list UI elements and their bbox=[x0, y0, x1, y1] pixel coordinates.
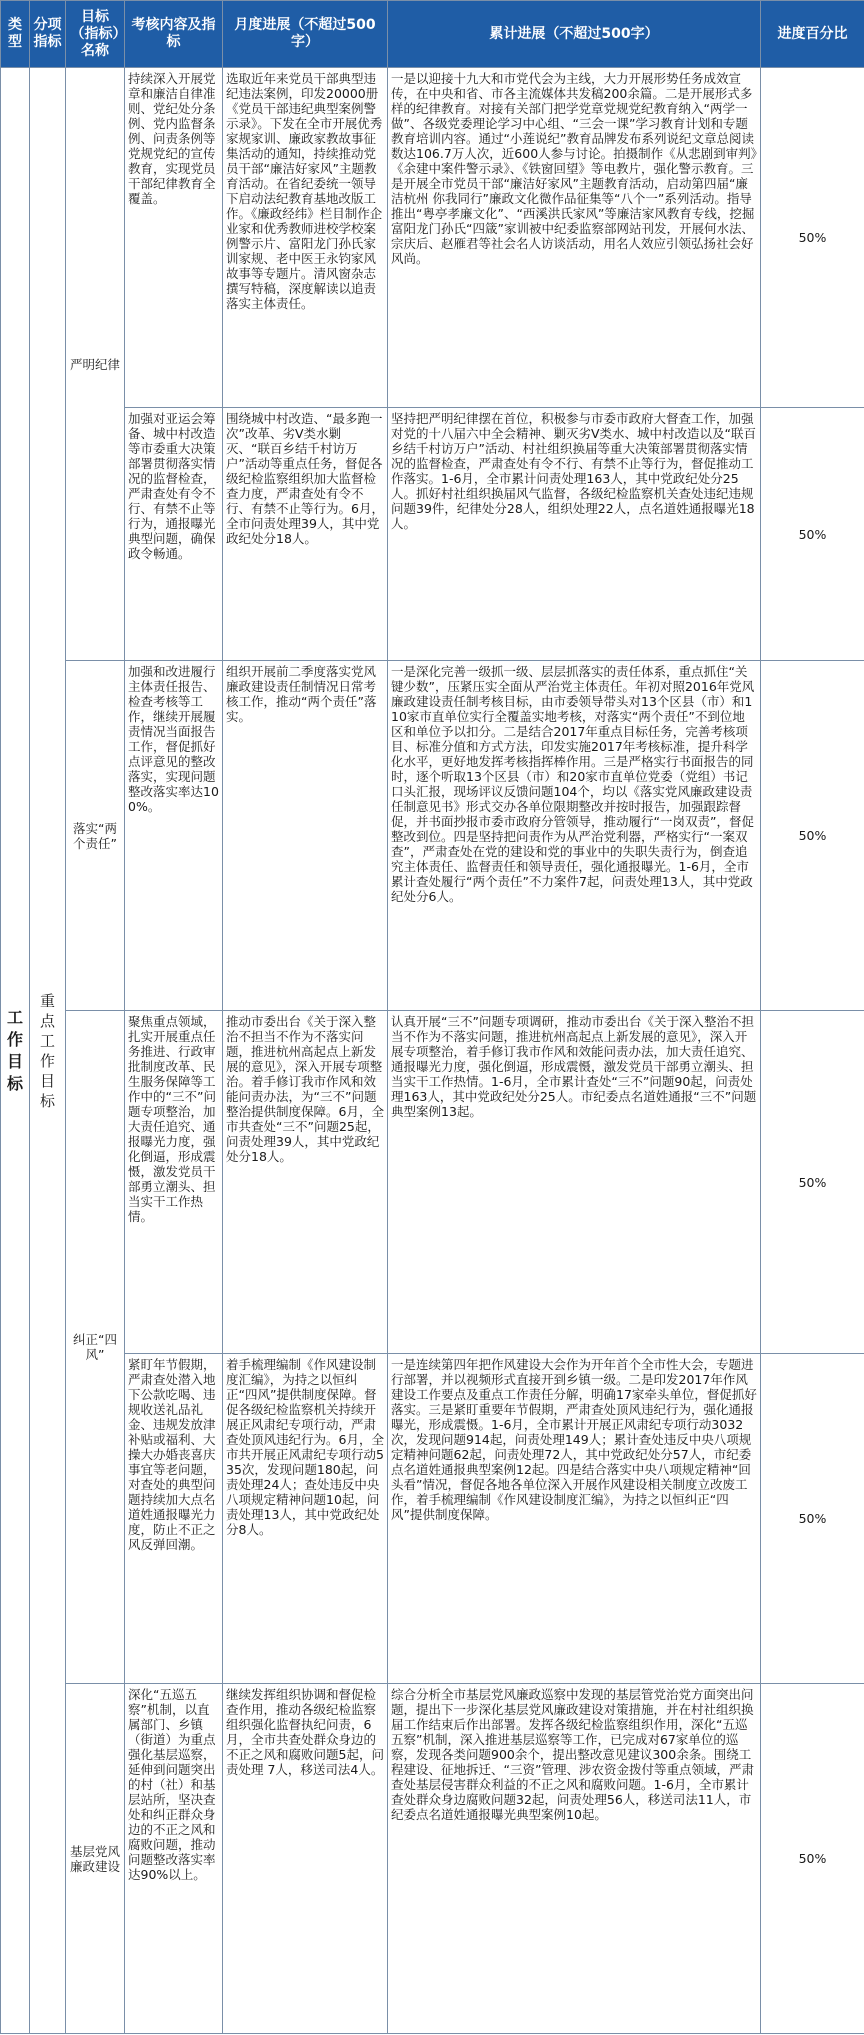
assessment-content: 持续深入开展党章和廉洁自律准则、党纪处分条例、党内监督条例、问责条例等党规党纪的宣传教育，实现党员干部纪律教育全覆盖。 bbox=[125, 68, 223, 408]
monthly-progress: 组织开展前二季度落实党风廉政建设责任制情况日常考核工作，推动“两个责任”落实。 bbox=[223, 661, 388, 1011]
assessment-content: 加强对亚运会筹备、城中村改造等市委重大决策部署贯彻落实情况的监督检查，严肃查处有令不行、有禁不止等行为，通报曝光典型问题，确保政令畅通。 bbox=[125, 408, 223, 661]
header-content: 考核内容及指标 bbox=[125, 1, 223, 68]
monthly-progress: 着手梳理编制《作风建设制度汇编》，为持之以恒纠正“四风”提供制度保障。督促各级纪检监察机关持续开展正风肃纪专项行动，严肃查处顶风违纪行为。6月，全市共开展正风肃纪专项行动535次，发现问题180起，问责处理24人；查处违反中央八项规定精神问题10起，问责处理13人，其中党政纪处分8人。 bbox=[223, 1354, 388, 1684]
monthly-progress: 选取近年来党员干部典型违纪违法案例，印发20000册《党员干部违纪典型案例警示录》。下发在全市开展优秀家规家训、廉政家教故事征集活动的通知，持续推动党员干部“廉洁好家风”主题教育活动。在省纪委统一领导下启动法纪教育基地改版工作。《廉政经纬》栏目制作企业家和优秀教师进校学校案例警示片、富阳龙门孙氏家训家规、老中医王永钧家风故事等专题片。清风窗杂志撰写特稿，深度解读以追责落实主体责任。 bbox=[223, 68, 388, 408]
target-name: 严明纪律 bbox=[66, 68, 125, 661]
table-row bbox=[1, 408, 864, 661]
table-row bbox=[1, 1354, 864, 1684]
monthly-progress: 推动市委出台《关于深入整治不担当不作为不落实问题，推进杭州高起点上新发展的意见》，深入开展专项整治。着手修订我市作风和效能问责办法，为“三不”问题整治提供制度保障。6月，全市共查处“三不”问题25起，问责处理39人，其中党政纪处分18人。 bbox=[223, 1011, 388, 1354]
header-target: 目标（指标）名称 bbox=[66, 1, 125, 68]
progress-percent: 50% bbox=[761, 68, 864, 408]
table-row bbox=[1, 68, 864, 408]
cumulative-progress: 认真开展“三不”问题专项调研，推动市委出台《关于深入整治不担当不作为不落实问题，推进杭州高起点上新发展的意见》，深入开展专项整治，着手修订我市作风和效能问责办法，加大责任追究、通报曝光力度，强化倒逼，形成震慑，激发党员干部勇立潮头、担当实干工作热情。1-6月，全市累计查处“三不”问题90起，问责处理163人，其中党政纪处分25人。市纪委点名道姓通报“三不”问题典型案例13起。 bbox=[388, 1011, 761, 1354]
category-cell: 重点工作目标 bbox=[30, 68, 66, 2034]
header-row bbox=[1, 1, 864, 68]
assessment-content: 聚焦重点领域，扎实开展重点任务推进、行政审批制度改革、民生服务保障等工作中的“三不”问题专项整治，加大责任追究、通报曝光力度，强化倒逼，形成震慑，激发党员干部勇立潮头、担当实干工作热情。 bbox=[125, 1011, 223, 1354]
table-row bbox=[1, 1011, 864, 1354]
header-category: 分项指标 bbox=[30, 1, 66, 68]
assessment-content: 加强和改进履行主体责任报告、检查考核等工作，继续开展履责情况当面报告工作，督促抓好点评意见的整改落实，实现问题整改落实率达100%。 bbox=[125, 661, 223, 1011]
progress-percent: 50% bbox=[761, 661, 864, 1011]
assessment-content: 深化“五巡五察”机制，以直属部门、乡镇（街道）为重点强化基层巡察，延伸到问题突出的村（社）和基层站所，坚决查处和纠正群众身边的不正之风和腐败问题，推动问题整改落实率达90%以上。 bbox=[125, 1684, 223, 2034]
header-cumulative: 累计进展（不超过500字） bbox=[388, 1, 761, 68]
header-monthly: 月度进展（不超过500字） bbox=[223, 1, 388, 68]
cumulative-progress: 坚持把严明纪律摆在首位，积极参与市委市政府大督查工作，加强对党的十八届六中全会精神、剿灭劣V类水、城中村改造以及“联百乡结千村访万户”活动、村社组织换届等重大决策部署贯彻落实情况的监督检查，严肃查处有令不行、有禁不止等行为，督促推动工作落实。1-6月，全市累计问责处理163人，其中党政纪处分25人。抓好村社组织换届风气监督，各级纪检监察机关查处违纪违规问题39件，纪律处分28人，组织处理22人，点名道姓通报曝光18人。 bbox=[388, 408, 761, 661]
target-name: 落实“两个责任” bbox=[66, 661, 125, 1011]
monthly-progress: 继续发挥组织协调和督促检查作用，推动各级纪检监察组织强化监督执纪问责，6月，全市共查处群众身边的不正之风和腐败问题5起，问责处理 7人，移送司法4人。 bbox=[223, 1684, 388, 2034]
type-cell: 工作目标 bbox=[1, 68, 30, 2034]
cumulative-progress: 一是深化完善一级抓一级、层层抓落实的责任体系，重点抓住“关键少数”，压紧压实全面从严治党主体责任。年初对照2016年党风廉政建设责任制考核目标，由市委领导带头对13个区县（市）和110家市直单位实行全覆盖实地考核，对落实“两个责任”不到位地区和单位予以扣分。二是结合2017年重点目标任务，完善考核项目、标准分值和方式方法，印发实施2017年考核标准，提升科学化水平，更好地发挥考核指挥棒作用。三是严格实行书面报告的同时，逐个听取13个区县（市）和20家市直单位党委（党组）书记口头汇报，现场评议反馈问题104个，均以《落实党风廉政建设责任制意见书》形式交办各单位限期整改并按时报告，加强跟踪督促，并书面抄报市委市政府分管领导，推动履行“一岗双责”，督促整改到位。四是坚持把问责作为从严治党利器，严格实行“一案双查”，严肃查处在党的建设和党的事业中的失职失责行为，倒查追究主体责任、监督责任和领导责任，强化通报曝光。1-6月，全市累计查处履行“两个责任”不力案件7起，问责处理13人，其中党政纪处分6人。 bbox=[388, 661, 761, 1011]
target-name: 基层党风廉政建设 bbox=[66, 1684, 125, 2034]
header-type: 类型 bbox=[1, 1, 30, 68]
table-row bbox=[1, 661, 864, 1011]
cumulative-progress: 一是以迎接十九大和市党代会为主线，大力开展形势任务成效宣传，在中央和省、市各主流媒体共发稿200余篇。二是开展形式多样的纪律教育。对接有关部门把学党章党规党纪教育纳入“两学一做”、各级党委理论学习中心组、“三会一课”学习教育计划和专题教育培训内容。通过“小莲说纪”教育品牌发布系列说纪文章总阅读数达106.7万人次，近600人参与讨论。拍摄制作《从悲剧到审判》《余建中案件警示录》、《铁窗回望》等电教片，强化警示教育。三是开展全市党员干部“廉洁好家风”主题教育活动，启动第四届“廉洁杭州 你我同行”廉政文化微作品征集等“八个一”系列活动。指导推出“粤亭孝廉文化”、“西溪洪氏家风”等廉洁家风教育专线，挖掘富阳龙门孙氏“四箴”家训被中纪委监察部网站刊发，开展何水法、宗庆后、赵雁君等社会名人访谈活动，用名人效应引领弘扬社会好风尚。 bbox=[388, 68, 761, 408]
header-percent: 进度百分比 bbox=[761, 1, 864, 68]
progress-percent: 50% bbox=[761, 1684, 864, 2034]
cumulative-progress: 综合分析全市基层党风廉政巡察中发现的基层管党治党方面突出问题，提出下一步深化基层党风廉政建设对策措施，并在村社组织换届工作结束后作出部署。发挥各级纪检监察组织作用，深化“五巡五察”机制，深入推进基层巡察等工作，已完成对67家单位的巡察，发现各类问题900余个，提出整改意见建议300余条。围绕工程建设、征地拆迁、“三资”管理、涉农资金拨付等重点领域，严肃查处基层侵害群众利益的不正之风和腐败问题。1-6月，全市累计查处群众身边腐败问题32起，问责处理56人，移送司法11人，市纪委点名道姓通报曝光典型案例10起。 bbox=[388, 1684, 761, 2034]
progress-percent: 50% bbox=[761, 408, 864, 661]
monthly-progress: 围绕城中村改造、“最多跑一次”改革、劣V类水剿灭、“联百乡结千村访万户”活动等重点任务，督促各级纪检监察组织加大监督检查力度，严肃查处有令不行、有禁不止等行为。6月，全市问责处理39人，其中党政纪处分18人。 bbox=[223, 408, 388, 661]
target-name: 纠正“四风” bbox=[66, 1011, 125, 1684]
assessment-content: 紧盯年节假期，严肃查处潜入地下公款吃喝、违规收送礼品礼金、违规发放津补贴或福利、大操大办婚丧喜庆事宜等老问题，对查处的典型问题持续加大点名道姓通报曝光力度，防止不正之风反弹回潮。 bbox=[125, 1354, 223, 1684]
cumulative-progress: 一是连续第四年把作风建设大会作为开年首个全市性大会，专题进行部署，并以视频形式直接开到乡镇一级。二是印发2017年作风建设工作要点及重点工作责任分解，明确17家牵头单位，督促抓好落实。三是紧盯重要年节假期，严肃查处顶风违纪行为，强化通报曝光，形成震慑。1-6月，全市累计开展正风肃纪专项行动3032次，发现问题914起，问责处理149人；累计查处违反中央八项规定精神问题62起，问责处理72人，其中党政纪处分57人，市纪委点名道姓通报典型案例12起。四是结合落实中央八项规定精神“回头看”情况，督促各地各单位深入开展作风建设相关制度立改废工作，着手梳理编制《作风建设制度汇编》，为持之以恒纠正“四风”提供制度保障。 bbox=[388, 1354, 761, 1684]
table-row bbox=[1, 1684, 864, 2034]
progress-percent: 50% bbox=[761, 1011, 864, 1354]
progress-percent: 50% bbox=[761, 1354, 864, 1684]
